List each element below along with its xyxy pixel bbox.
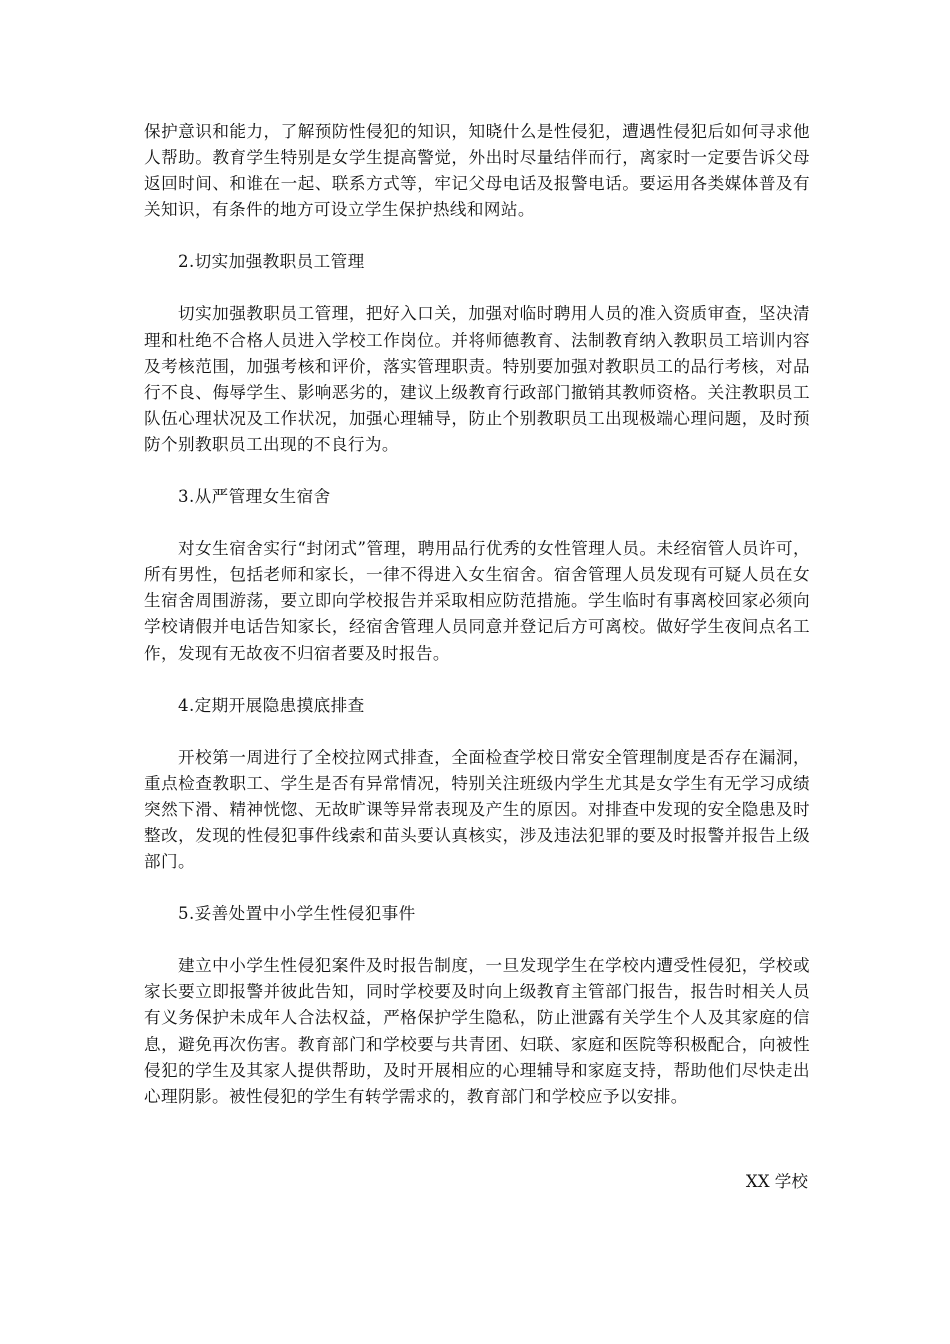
paragraph-section-4: 开校第一周进行了全校拉网式排查，全面检查学校日常安全管理制度是否存在漏洞，重点检查教职工、学生是否有异常情况，特别关注班级内学生尤其是女学生有无学习成绩突然下滑、精神恍惚、无故旷课等异常表现及产生的原因。对排查中发现的安全隐患及时整改，发现的性侵犯事件线索和苗头要认真核实，涉及违法犯罪的要及时报警并报告上级部门。 (144, 747, 810, 872)
section-heading-4: 4.定期开展隐患摸底排查 (178, 695, 365, 715)
section-heading-3: 3.从严管理女生宿舍 (178, 487, 331, 507)
section-heading-2: 2.切实加强教职员工管理 (178, 252, 365, 272)
document-body (144, 119, 810, 1136)
paragraph-section-3: 对女生宿舍实行“封闭式”管理，聘用品行优秀的女性管理人员。未经宿管人员许可，所有男性，包括老师和家长，一律不得进入女生宿舍。宿舍管理人员发现有可疑人员在女生宿舍周围游荡，要立即向学校报告并采取相应防范措施。学生临时有事离校回家必须向学校请假并电话告知家长，经宿舍管理人员同意并登记后方可离校。做好学生夜间点名工作，发现有无故夜不归宿者要及时报告。 (144, 539, 810, 663)
paragraph-section-2: 切实加强教职员工管理，把好入口关，加强对临时聘用人员的准入资质审查，坚决清理和杜绝不合格人员进入学校工作岗位。并将师德教育、法制教育纳入教职员工培训内容及考核范围，加强考核和评价，落实管理职责。特别要加强对教职员工的品行考核，对品行不良、侮辱学生、影响恶劣的，建议上级教育行政部门撤销其教师资格。关注教职员工队伍心理状况及工作状况，加强心理辅导，防止个别教职员工出现极端心理问题，及时预防个别教职员工出现的不良行为。 (144, 304, 810, 454)
signature: XX 学校 (745, 1172, 808, 1191)
paragraph-intro: 保护意识和能力，了解预防性侵犯的知识，知晓什么是性侵犯，遭遇性侵犯后如何寻求他人帮助。教育学生特别是女学生提高警觉，外出时尽量结伴而行，离家时一定要告诉父母返回时间、和谁在一起、联系方式等，牢记父母电话及报警电话。要运用各类媒体普及有关知识，有条件的地方可设立学生保护热线和网站。 (144, 122, 810, 220)
section-heading-5: 5.妥善处置中小学生性侵犯事件 (178, 904, 416, 924)
paragraph-section-5: 建立中小学生性侵犯案件及时报告制度，一旦发现学生在学校内遭受性侵犯，学校或家长要立即报警并彼此告知，同时学校要及时向上级教育主管部门报告，报告时相关人员有义务保护未成年人合法权益，严格保护学生隐私，防止泄露有关学生个人及其家庭的信息，避免再次伤害。教育部门和学校要与共青团、妇联、家庭和医院等积极配合，向被性侵犯的学生及其家人提供帮助，及时开展相应的心理辅导和家庭支持，帮助他们尽快走出心理阴影。被性侵犯的学生有转学需求的，教育部门和学校应予以安排。 (144, 956, 810, 1106)
